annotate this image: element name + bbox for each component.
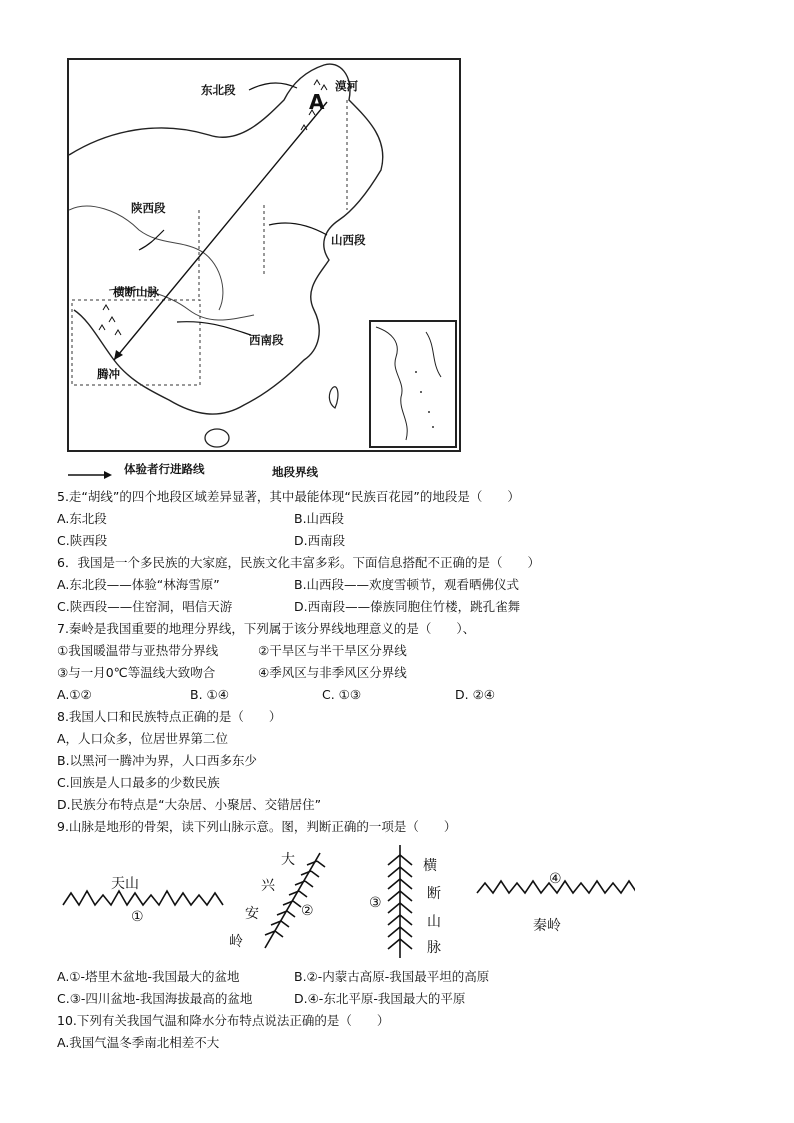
- q9-stem: 9.山脉是地形的骨架，读下列山脉示意。图，判断正确的一项是（ ）: [57, 819, 457, 834]
- fig-label-qinling: 秦岭: [533, 918, 561, 934]
- fig-label-3: ③: [369, 895, 382, 911]
- map-label-hengduan: 横断山脉: [113, 285, 159, 299]
- q9-option-a[interactable]: A.①-塔里木盆地-我国最大的盆地: [57, 969, 240, 984]
- q7-stem: 7.秦岭是我国重要的地理分界线，下列属于该分界线地理意义的是（ ）、: [57, 621, 476, 636]
- map-label-shaanxi: 陕西段: [131, 201, 166, 215]
- fig-label-tianshan: 天山: [111, 876, 139, 892]
- legend-route-arrow: [68, 465, 112, 475]
- q6-stem: 6．我国是一个多民族的大家庭，民族文化丰富多彩。下面信息搭配不正确的是（ ）: [57, 555, 540, 570]
- map-label-shanxi: 山西段: [331, 233, 366, 247]
- fig-label-1: ①: [131, 909, 144, 925]
- fig-label-xing: 兴: [261, 878, 275, 894]
- q9-mountain-figure: [55, 843, 635, 963]
- fig-label-mai: 脉: [427, 940, 441, 956]
- fig-label-shan: 山: [427, 914, 441, 930]
- q8-option-a[interactable]: A，人口众多，位居世界第二位: [57, 731, 229, 746]
- q6-option-d[interactable]: D.西南段——傣族同胞住竹楼，跳孔雀舞: [294, 599, 521, 614]
- map-label-xinan: 西南段: [249, 333, 284, 347]
- fig-label-heng: 横: [423, 858, 437, 874]
- legend-boundary-label: 地段界线: [272, 465, 318, 479]
- q7-statement-3: ③与一月0℃等温线大致吻合: [57, 665, 216, 680]
- q7-option-b[interactable]: B. ①④: [190, 687, 229, 702]
- fig-label-4: ④: [549, 871, 562, 887]
- q8-option-b[interactable]: B.以黑河一腾冲为界，人口西多东少: [57, 753, 258, 768]
- fig-label-duan: 断: [427, 886, 441, 902]
- q5-stem: 5.走“胡线”的四个地段区域差异显著，其中最能体现“民族百花园”的地段是（ ）: [57, 489, 520, 504]
- mountain-drawing: [55, 843, 635, 963]
- map-label-point-a: A: [309, 90, 325, 114]
- map-label-tengchong: 腾冲: [97, 367, 120, 381]
- q10-stem: 10.下列有关我国气温和降水分布特点说法正确的是（ ）: [57, 1013, 390, 1028]
- legend-route-label: 体验者行进路线: [124, 462, 205, 476]
- fig-label-2: ②: [301, 903, 314, 919]
- south-china-sea-inset: [369, 320, 457, 448]
- q7-option-c[interactable]: C. ①③: [322, 687, 362, 702]
- q5-option-d[interactable]: D.西南段: [294, 533, 346, 548]
- fig-label-da: 大: [281, 852, 295, 868]
- q9-option-b[interactable]: B.②-内蒙古高原-我国最平坦的高原: [294, 969, 490, 984]
- fig-label-ling: 岭: [229, 934, 243, 950]
- tianshan-ridge: [63, 891, 223, 905]
- q6-option-c[interactable]: C.陕西段——住窑洞，唱信天游: [57, 599, 233, 614]
- q5-option-c[interactable]: C.陕西段: [57, 533, 108, 548]
- q7-statement-4: ④季风区与非季风区分界线: [258, 665, 407, 680]
- q6-option-a[interactable]: A.东北段——体验“林海雪原”: [57, 577, 220, 592]
- q7-statement-1: ①我国暖温带与亚热带分界线: [57, 643, 219, 658]
- map-label-dongbei: 东北段: [201, 83, 236, 97]
- inset-map-drawing: [371, 322, 455, 446]
- q6-option-b[interactable]: B.山西段——欢度雪顿节，观看晒佛仪式: [294, 577, 520, 592]
- q8-option-c[interactable]: C.回族是人口最多的少数民族: [57, 775, 220, 790]
- china-map-figure: [67, 58, 461, 452]
- q8-stem: 8.我国人口和民族特点正确的是（ ）: [57, 709, 282, 724]
- q7-statement-2: ②干旱区与半干旱区分界线: [258, 643, 407, 658]
- q5-option-a[interactable]: A.东北段: [57, 511, 107, 526]
- map-label-mohe: 漠河: [335, 79, 358, 93]
- q10-option-a[interactable]: A.我国气温冬季南北相差不大: [57, 1035, 220, 1050]
- fig-label-an: 安: [245, 906, 259, 922]
- q7-option-a[interactable]: A.①②: [57, 687, 92, 702]
- q9-option-c[interactable]: C.③-四川盆地-我国海拔最高的盆地: [57, 991, 253, 1006]
- q8-option-d[interactable]: D.民族分布特点是“大杂居、小聚居、交错居住”: [57, 797, 322, 812]
- q7-option-d[interactable]: D. ②④: [455, 687, 495, 702]
- q5-option-b[interactable]: B.山西段: [294, 511, 345, 526]
- q9-option-d[interactable]: D.④-东北平原-我国最大的平原: [294, 991, 466, 1006]
